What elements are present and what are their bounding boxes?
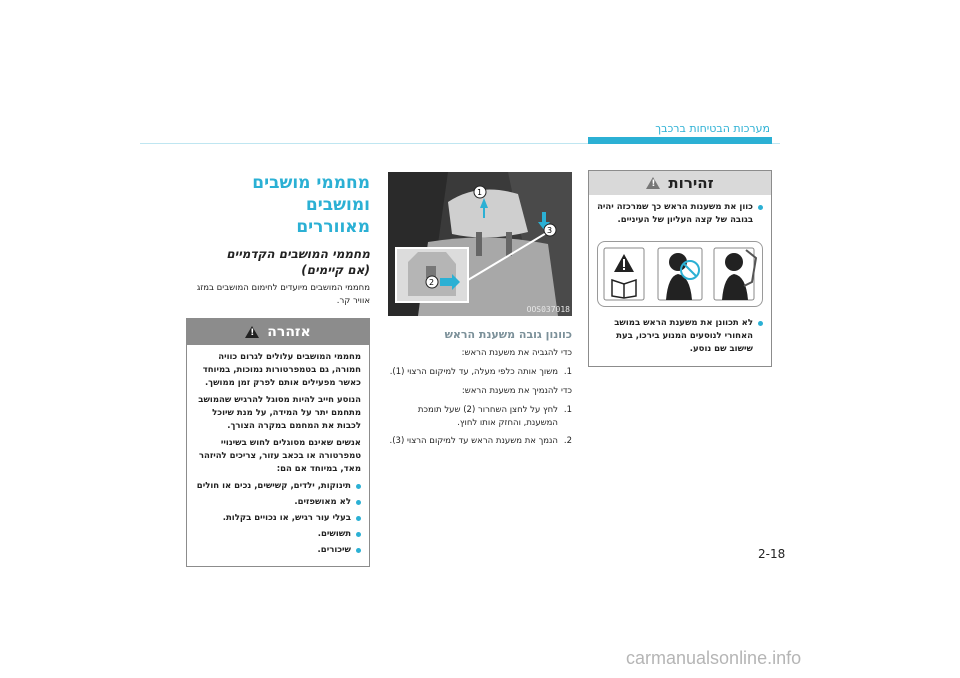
raise-steps: [388, 366, 572, 379]
page-title-line-2: מאווררים: [296, 217, 370, 237]
step-number: 2.: [563, 436, 572, 446]
list-item: בעלי עור רגיש, או נכויים בקלות.: [195, 512, 361, 525]
left-column: [186, 172, 370, 567]
header-accent-bar: [588, 137, 772, 144]
list-item: כוון את משענות הראש כך שמרכזה יהיה בגובה של קצה העליון של העיניים.: [597, 201, 763, 227]
list-item: לא מאושפזים.: [195, 496, 361, 509]
step-text: משוך אותה כלפי מעלה, עד למיקום הרצוי (1).: [389, 367, 558, 377]
heater-description: מחממי המושבים מיועדים לחימום המושבים במזג אוויר קר.: [196, 283, 370, 306]
list-item: [388, 404, 572, 430]
list-item: לא תכוונן את משענת הראש במושב האחורי לנוסעים המנוע בירכו, בעת שישוב שם נוסע.: [597, 317, 763, 356]
lower-intro: כדי להנמיך את משענת הראש:: [461, 386, 572, 396]
step-text: לחץ על לחצן השחרור (2) שעל תומכת המשענת, והחזק אותו לחוץ.: [417, 405, 558, 428]
list-item: [388, 435, 572, 448]
warning-paragraph-2: הנוסע חייב להיות מסוגל להרגיש שהמושב מתחמם יתר על המידה, על מנת שיוכל לכבות את המחמם במקרה הצורך.: [198, 395, 361, 431]
list-item: שיכורים.: [195, 544, 361, 557]
warning-paragraph-1: מחממי המושבים עלולים לגרום כוויה חמורה, גם בטמפרטורות נמוכות, במיוחד כאשר מפעילים אותם לפרק זמן ממושך.: [202, 352, 361, 388]
head-position-icon: [596, 242, 762, 306]
list-item: תינוקות, ילדים, קשישים, נכים או חולים: [195, 480, 361, 493]
warning-list: [195, 480, 361, 557]
middle-column: [388, 172, 572, 453]
photo-label: OOS037018: [526, 305, 570, 314]
subtitle-line-2: (אם קיימים): [301, 263, 370, 277]
subtitle-line-1: מחממי המושבים הקדמיים: [226, 247, 370, 261]
headrest-illustration: [597, 241, 763, 307]
step-number: 1.: [563, 367, 572, 377]
callout-1: 1: [477, 188, 483, 197]
caution-header: [589, 171, 771, 195]
rear-seat-image: [388, 172, 572, 316]
warning-body: [187, 345, 369, 566]
warning-triangle-icon: [646, 177, 660, 189]
caution-list-2: [589, 311, 771, 366]
caution-box: [588, 170, 772, 367]
warning-paragraph-3: אנשים שאינם מסוגלים לחוש בשינויי טמפרטורה או בכאב עזור, צריכים להיזהר מאד, במיוחד אם הם:: [198, 438, 361, 474]
list-item: [388, 366, 572, 379]
headrest-photo: [388, 172, 572, 316]
step-number: 1.: [563, 405, 572, 415]
page-title-line-1: מחממי מושבים ומושבים: [252, 173, 370, 215]
warning-title: אזהרה: [267, 324, 311, 340]
right-column: [588, 170, 772, 367]
warning-header: [187, 319, 369, 345]
section-title: כוונון גובה משענת הראש: [444, 328, 572, 341]
raise-intro: כדי להגביה את משענת הראש:: [461, 348, 572, 358]
page-number: 2-18: [758, 547, 786, 561]
callout-3: 3: [547, 226, 553, 235]
warning-triangle-icon: [245, 326, 259, 338]
callout-2: 2: [429, 278, 435, 287]
lower-steps: [388, 404, 572, 448]
header-title: מערכות הבטיחות ברכבך: [655, 122, 770, 135]
list-item: תשושים.: [195, 528, 361, 541]
step-text: הנמך את משענת הראש עד למיקום הרצוי (3).: [389, 436, 558, 446]
caution-list: [589, 195, 771, 237]
warning-box: [186, 318, 370, 567]
watermark: carmanualsonline.info: [626, 648, 802, 668]
caution-title: זהירות: [668, 174, 714, 192]
